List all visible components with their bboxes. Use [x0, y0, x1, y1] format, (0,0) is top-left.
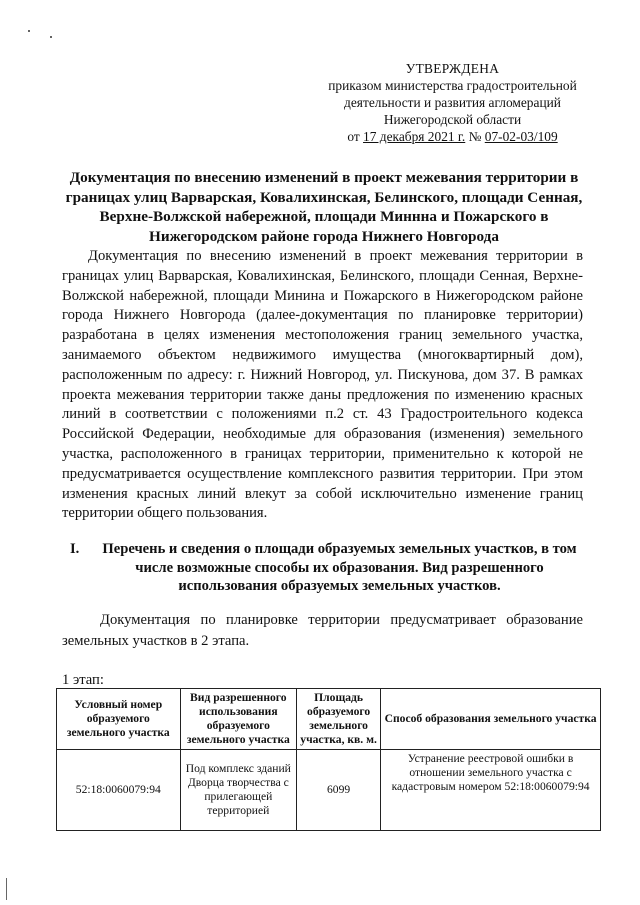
- scan-speck: [50, 36, 52, 38]
- section-heading-line: числе возможные способы их образования. Вид разрешенного: [135, 559, 544, 576]
- table-row: [57, 750, 601, 831]
- approval-line: Нижегородской области: [383, 112, 522, 127]
- approval-line: приказом министерства градостроительной: [328, 78, 577, 93]
- scan-speck: [28, 30, 30, 32]
- section-heading-line: Перечень и сведения о площади образуемых земельных участков, в том: [102, 541, 577, 557]
- header-permitted-use: Вид разрешенного использования образуемого земельного участка: [180, 689, 296, 750]
- table-header-row: [57, 689, 601, 750]
- stage-label: 1 этап:: [62, 672, 104, 688]
- approval-number-sign: №: [468, 129, 482, 144]
- section-heading: [70, 540, 585, 596]
- section-heading-line: использования образуемых земельных участков.: [178, 578, 501, 594]
- header-area: Площадь образуемого земельного участка, кв. м.: [297, 689, 381, 750]
- cell-permitted-use: Под комплекс зданий Дворца творчества с прилегающей территорией: [180, 750, 296, 831]
- scan-margin-mark: [6, 878, 7, 900]
- approval-date: 17 декабря 2021 г.: [363, 129, 466, 144]
- approval-from: от: [347, 129, 360, 144]
- cell-formation-method: Устранение реестровой ошибки в отношении земельного участка с кадастровым номером 52:18:0060079:94: [381, 750, 601, 831]
- land-plots-table: [56, 688, 601, 831]
- approval-date-line: [300, 128, 605, 145]
- body-paragraph: [62, 247, 583, 524]
- title-line: Документация по внесению изменений в проект межевания территории в: [69, 169, 579, 186]
- section-number: I.: [70, 541, 80, 557]
- approval-block: [300, 60, 605, 145]
- document-title: [54, 168, 594, 246]
- paragraph-2: Документация по планировке территории предусматривает образование земельных участков в 2 этапа.: [62, 612, 583, 649]
- approval-line: деятельности и развития агломераций: [344, 95, 561, 110]
- approval-number: 07-02-03/109: [484, 129, 558, 144]
- header-formation-method: Способ образования земельного участка: [381, 689, 601, 750]
- title-line: Нижегородском районе города Нижнего Новгорода: [149, 227, 499, 245]
- paragraph-1: Документация по внесению изменений в проект межевания территории в границах улиц Варварская, Ковалихинская, Белинского, площади Сенная, Верхне-Волжской набережной, площади Минина и Пожарского в Нижегородском районе города Нижнего Новгорода (далее-документация по планировке территории) разработана в целях изменения местоположения границ земельного участка, занимаемого объектом недвижимого имущества (многоквартирный дом), расположенным по адресу: г. Нижний Новгород, ул. Пискунова, дом 37. В рамках проекта межевания территории также даны предложения по изменению красных линий в соответствии с положениями п.2 ст. 43 Градостроительного кодекса Российской Федерации, необходимые для образования (изменения) земельного участка, расположенного в границах территории, применительно к которой не предусматривается осуществление комплексного развития территории. При этом изменения красных линий влекут за собой исключительно изменение границ территории общего пользования.: [62, 248, 583, 522]
- title-line: границах улиц Варварская, Ковалихинская, Белинского, площади Сенная,: [65, 188, 583, 206]
- cell-area: 6099: [297, 750, 381, 831]
- planning-paragraph: [62, 610, 583, 652]
- cell-plot-number: 52:18:0060079:94: [57, 750, 181, 831]
- approval-heading: УТВЕРЖДЕНА: [405, 61, 500, 76]
- title-line: Верхне-Волжской набережной, площади Миннна и Пожарского в: [99, 208, 549, 225]
- header-plot-number: Условный номер образуемого земельного участка: [57, 689, 181, 750]
